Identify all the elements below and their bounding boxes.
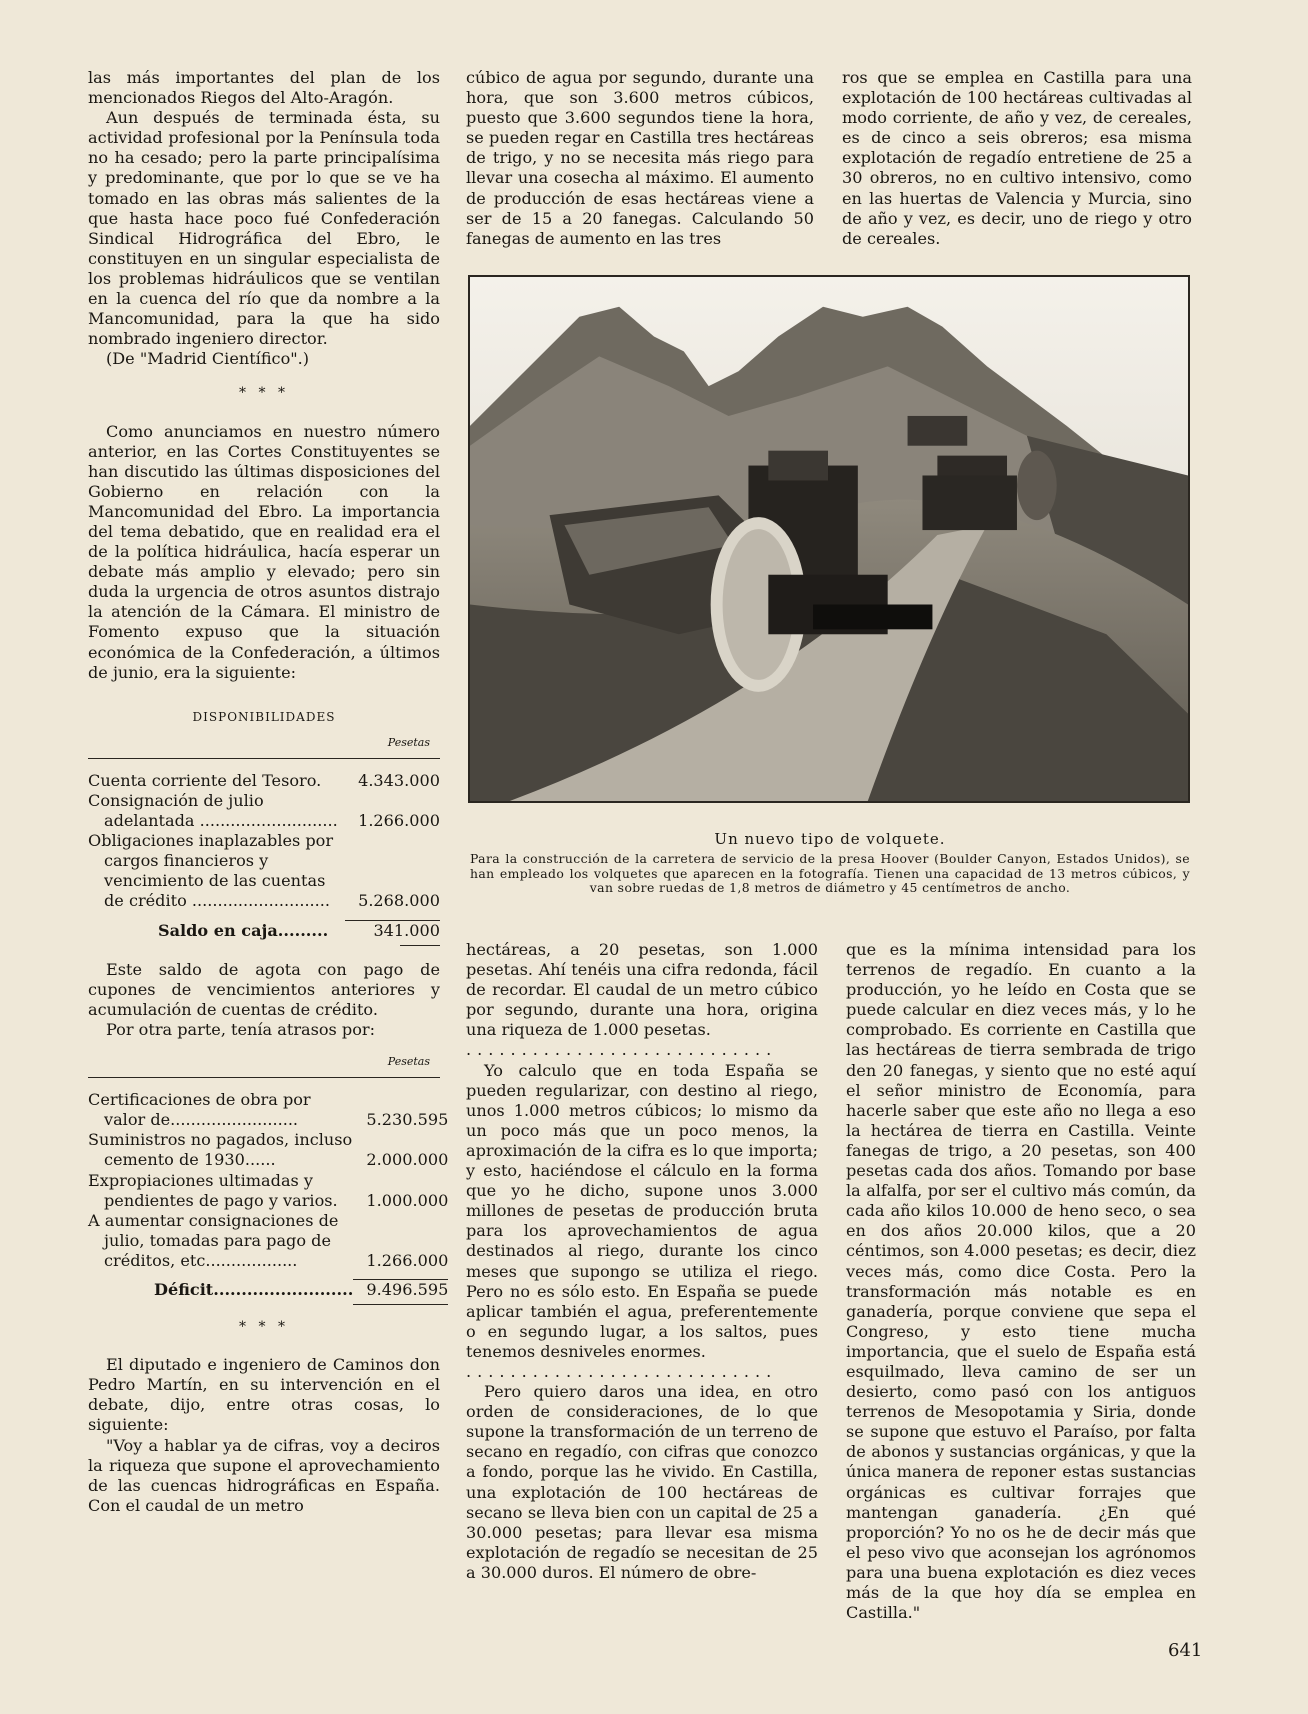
paragraph: Este saldo de agota con pago de cupones de vencimientos anteriores y acumulación de cuentas de crédito.	[88, 959, 440, 1019]
paragraph: Como anunciamos en nuestro número anterior, en las Cortes Constituyentes se han discutido las últimas disposiciones del Gobierno en relación con la Mancomunidad del Ebro. La importancia del tema debatido, que en realidad era el de la política hidráulica, hacía esperar un debate más amplio y elevado; pero sin duda la urgencia de otros asuntos distrajo la atención de la Cámara. El ministro de Fomento expuso que la situación económica de la Confederación, a últimos de junio, era la siguiente:	[88, 421, 440, 682]
column-2-top	[466, 68, 814, 249]
paragraph: Por otra parte, tenía atrasos por:	[106, 1019, 376, 1039]
row-value: 5.268.000	[358, 891, 440, 911]
sum-rule	[353, 1304, 448, 1305]
column-3-top	[842, 68, 1192, 249]
arrears-table	[88, 1090, 448, 1305]
column-3-bottom	[846, 940, 1196, 1623]
source-citation: (De "Madrid Científico".)	[106, 349, 310, 369]
row-value: 1.266.000	[358, 811, 440, 831]
row-label: Consignación de julio adelantada ...........................	[88, 791, 338, 831]
table-row	[88, 1090, 448, 1130]
ellipsis-line: ............................	[466, 1361, 778, 1381]
availability-table	[88, 771, 440, 946]
page-number: 641	[1168, 1640, 1203, 1661]
total-label: Saldo en caja.........	[158, 920, 329, 940]
row-value: 5.230.595	[366, 1110, 449, 1130]
row-label: A aumentar consignaciones de julio, tomadas para pago de créditos, etc..................	[88, 1210, 339, 1270]
row-value: 2.000.000	[366, 1150, 449, 1170]
table-total-row	[88, 1280, 448, 1300]
table-rule	[88, 758, 440, 759]
row-value: 1.266.000	[366, 1250, 449, 1270]
table-row	[88, 1211, 448, 1271]
currency-header: Pesetas	[387, 1055, 430, 1069]
row-label: Cuenta corriente del Tesoro.	[88, 770, 322, 790]
paragraph: "Voy a hablar ya de cifras, voy a deciros la riqueza que supone el aprovechamiento de las cuencas hidrográficas en España. Con el caudal de un metro	[88, 1435, 440, 1515]
row-value: 4.343.000	[358, 770, 440, 790]
row-label: Suministros no pagados, incluso cemento de 1930......	[88, 1130, 353, 1170]
table-total-row	[88, 921, 440, 941]
figure-caption-title: Un nuevo tipo de volquete.	[714, 830, 946, 848]
column-1	[88, 68, 449, 1516]
paragraph: ros que se emplea en Castilla para una explotación de 100 hectáreas cultivadas al modo corriente, de año y vez, de cereales, es de cinco a seis obreros; esa misma explotación de regadío entretiene de 25 a 30 obreros, no en cultivo intensivo, como en las huertas de Valencia y Murcia, sino de año y vez, es decir, uno de riego y otro de cereales.	[842, 68, 1192, 248]
table-row	[88, 831, 440, 911]
sum-rule	[400, 945, 440, 946]
table-row	[88, 1171, 448, 1211]
table-row	[88, 791, 440, 831]
paragraph: Aun después de terminada ésta, su actividad profesional por la Península toda no ha cesado; pero la parte principalísima y predominante, que por lo que se ve ha tomado en las obras más salientes de la que hasta hace poco fué Confederación Sindical Hidrográfica del Ebro, le constituyen en un singular especialista de los problemas hidráulicos que se ventilan en la cuenca del río que da nombre a la Mancomunidad, para la que ha sido nombrado ingeniero director.	[88, 108, 440, 349]
paragraph: las más importantes del plan de los mencionados Riegos del Alto-Aragón.	[88, 68, 440, 108]
table-row	[88, 771, 440, 791]
paragraph: Pero quiero daros una idea, en otro orden de consideraciones, de lo que supone la transformación de un terreno de secano en regadío, con cifras que conozco a fondo, porque las he vivido. En Castilla, una explotación de 100 hectáreas de secano se lleva bien con un capital de 25 a 30.000 pesetas; para llevar esa misma explotación de regadío se necesitan de 25 a 30.000 duros. El número de obre-	[466, 1382, 818, 1582]
table-heading: DISPONIBILIDADES	[192, 709, 336, 724]
paragraph: que es la mínima intensidad para los terrenos de regadío. En cuanto a la producción, yo he leído en Costa que se puede calcular en diez veces más, y lo he comprobado. Es corriente en Castilla que las hectáreas de tierra sembrada de trigo den 20 fanegas, y siento que no esté aquí el señor ministro de Economía, para hacerle saber que este año no llega a eso la hectárea de tierra en Castilla. Veinte fanegas de trigo, a 20 pesetas, son 400 pesetas cada dos años. Tomando por base la alfalfa, por ser el cultivo más común, da cada año kilos 10.000 de heno seco, o sea en dos años 20.000 kilos, que a 20 céntimos, son 4.000 pesetas; es decir, diez veces más, como dice Costa. Pero la transformación más notable es en ganadería, porque conviene que sepa el Congreso, y esto tiene mucha importancia, que el suelo de España está esquilmado, lleva camino de ser un desierto, como pasó con los antiguos terrenos de Mesopotamia y Siria, donde se supone que estuvo el Paraíso, por falta de abonos y sustancias orgánicas, y que la única manera de reponer estas sustancias orgánicas es cultivar forrajes que mantengan ganadería. ¿En qué proporción? Yo no os he de decir más que el peso vivo que aconsejan los agrónomos para una buena explotación es diez veces más de la que hoy día se emplea en Castilla."	[846, 940, 1196, 1623]
ellipsis-line: ............................	[466, 1040, 778, 1060]
photo-image	[470, 277, 1188, 801]
row-label: Obligaciones inaplazables por cargos financieros y vencimiento de las cuentas de crédito ...........................	[88, 831, 334, 911]
section-separator: * * *	[239, 1319, 289, 1336]
paragraph: El diputado e ingeniero de Caminos don Pedro Martín, en su intervención en el debate, dijo, entre otras cosas, lo siguiente:	[88, 1355, 440, 1435]
total-label: Déficit.........................	[154, 1279, 354, 1299]
table-row	[88, 1130, 448, 1170]
currency-header: Pesetas	[387, 735, 430, 749]
row-value: 1.000.000	[366, 1190, 449, 1210]
figure-caption-body: Para la construcción de la carretera de servicio de la presa Hoover (Boulder Canyon, Estados Unidos), se han empleado los volquetes que aparecen en la fotografía. Tienen una capacidad de 13 metros cúbicos, y van sobre ruedas de 1,8 metros de diámetro y 45 centímetros de ancho.	[470, 851, 1190, 895]
table-rule	[88, 1077, 440, 1078]
paragraph: hectáreas, a 20 pesetas, son 1.000 pesetas. Ahí tenéis una cifra redonda, fácil de recordar. El caudal de un metro cúbico por segundo, durante una hora, origina una riqueza de 1.000 pesetas.	[466, 940, 818, 1040]
total-value: 9.496.595	[366, 1279, 449, 1299]
paragraph: cúbico de agua por segundo, durante una hora, que son 3.600 metros cúbicos, puesto que 3.600 segundos tiene la hora, se pueden regar en Castilla tres hectáreas de trigo, y no se necesita más riego para llevar una cosecha al máximo. El aumento de producción de esas hectáreas viene a ser de 15 a 20 fanegas. Calculando 50 fanegas de aumento en las tres	[466, 68, 814, 248]
section-separator: * * *	[239, 385, 289, 402]
column-2-bottom	[466, 940, 818, 1583]
photo-dump-trucks	[468, 275, 1190, 803]
paragraph: Yo calculo que en toda España se pueden regularizar, con destino al riego, unos 1.000 metros cúbicos; lo mismo da un poco más que un poco menos, la aproximación de la cifra es lo que importa; y esto, haciéndose el cálculo en la forma que yo he dicho, supone unos 3.000 millones de pesetas de producción bruta para los aprovechamientos de agua destinados al riego, durante los cinco meses que supongo se utiliza el riego. Pero no es sólo esto. En España se puede aplicar también el agua, preferentemente o en segundo lugar, a los saltos, pues tenemos desniveles enormes.	[466, 1060, 818, 1361]
row-label: Expropiaciones ultimadas y pendientes de pago y varios.	[88, 1170, 338, 1210]
total-value: 341.000	[373, 920, 440, 940]
row-label: Certificaciones de obra por valor de.........................	[88, 1090, 311, 1130]
